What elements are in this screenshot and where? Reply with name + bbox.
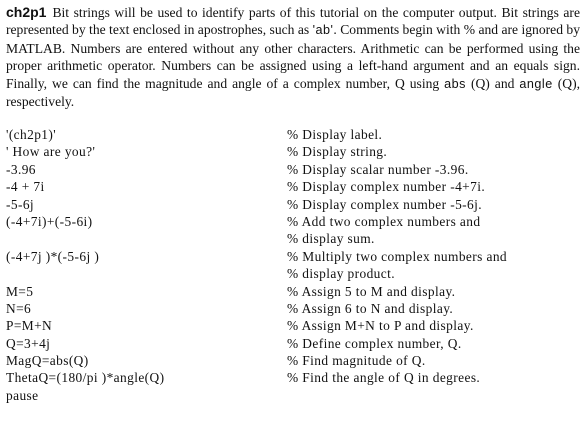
- comment-column: [287, 126, 581, 404]
- code-line: [6, 265, 281, 282]
- comment-line: % Assign M+N to P and display.: [287, 318, 474, 334]
- comment-line: % Display string.: [287, 144, 388, 160]
- comment-line: % Display label.: [287, 127, 383, 142]
- comment-line: % Display scalar number -3.96.: [287, 161, 469, 177]
- comment-line: % display sum.: [287, 231, 375, 247]
- comment-line: [287, 387, 581, 404]
- code-line: P=M+N: [6, 318, 53, 334]
- code-line: (-4+7i)+(-5-6i): [6, 213, 93, 229]
- comment-line: % Display complex number -5-6j.: [287, 196, 482, 212]
- code-line: M=5: [6, 283, 34, 299]
- code-line: -3.96: [6, 161, 36, 177]
- comment-line: % Display complex number -4+7i.: [287, 179, 486, 195]
- code-line: (-4+7j )*(-5-6j ): [6, 248, 100, 264]
- abs-function-name: abs: [444, 76, 466, 91]
- comment-line: % display product.: [287, 266, 395, 282]
- comment-line: % Add two complex numbers and: [287, 213, 481, 229]
- comment-line: % Define complex number, Q.: [287, 335, 462, 351]
- intro-text-4: (Q), respectively.: [6, 75, 580, 110]
- example-bit-string: 'ab': [312, 23, 334, 38]
- comment-line: % Assign 5 to M and display.: [287, 283, 456, 299]
- intro-text-3: (Q) and: [465, 75, 520, 91]
- code-line: '(ch2p1)': [6, 127, 57, 142]
- code-line: N=6: [6, 300, 32, 316]
- code-line: Q=3+4j: [6, 335, 51, 351]
- intro-text-2: . Comments begin with % and are ignored by MATLAB. Numbers are entered without any other characters. Arithmetic can be performed using the proper arithmetic operator. Numbers can be assigned using a left-hand argument and an equals sign. Finally, we can find the magnitude and angle of a complex number, Q using: [6, 22, 580, 91]
- comment-line: % Assign 6 to N and display.: [287, 300, 454, 316]
- intro-paragraph: [6, 4, 580, 110]
- comment-line: % Find the angle of Q in degrees.: [287, 370, 481, 386]
- angle-function-name: angle: [519, 76, 553, 91]
- code-line: pause: [6, 387, 39, 403]
- comment-line: % Find magnitude of Q.: [287, 353, 426, 369]
- code-line: -4 + 7i: [6, 179, 45, 195]
- comment-line: % Multiply two complex numbers and: [287, 248, 508, 264]
- code-line: MagQ=abs(Q): [6, 353, 89, 369]
- code-line: [6, 230, 281, 247]
- code-column: [6, 126, 281, 404]
- section-tag: ch2p1: [6, 4, 47, 20]
- code-line: ' How are you?': [6, 144, 96, 160]
- intro-text-1: Bit strings will be used to identify parts of this tutorial on the computer output. Bit strings are represented by the text enclosed in apostrophes, such as: [6, 5, 580, 38]
- code-line: ThetaQ=(180/pi )*angle(Q): [6, 370, 165, 386]
- code-line: -5-6j: [6, 196, 35, 212]
